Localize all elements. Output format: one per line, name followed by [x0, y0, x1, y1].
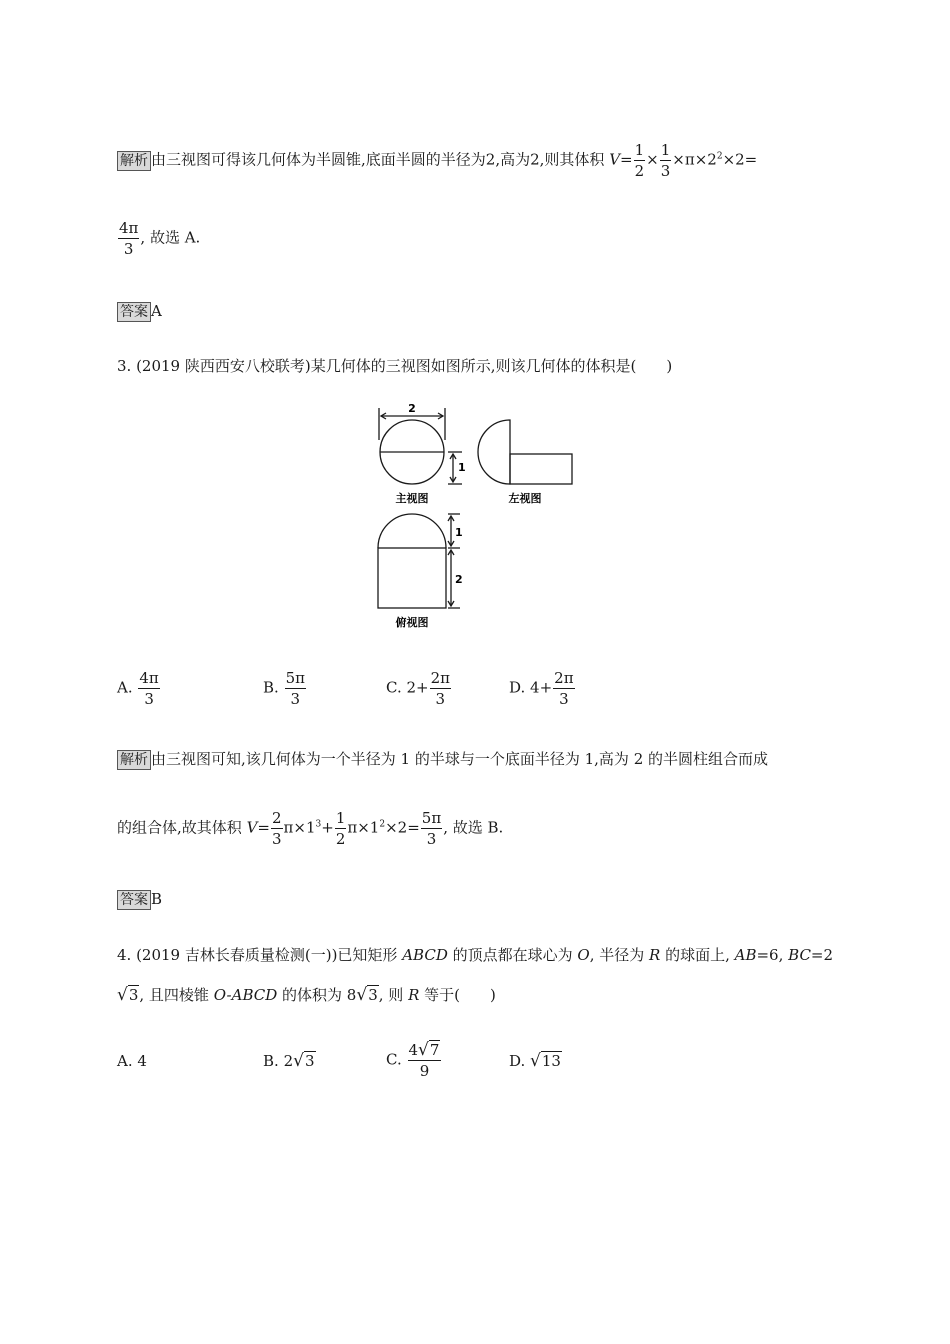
solution-line-2	[117, 218, 200, 259]
equals: =	[620, 150, 633, 169]
analysis-tag: 解析	[117, 151, 151, 171]
radical: √3	[356, 985, 378, 1005]
option-fraction	[408, 1040, 442, 1081]
q4-text: 的顶点都在球心为	[447, 946, 578, 964]
radicand: 3	[304, 1052, 315, 1070]
q4-var: O-ABCD	[213, 986, 278, 1004]
analysis-text: 由三视图可知,该几何体为一个半径为 1 的半球与一个底面半径为 1,高为 2 的半圆柱组合而成	[151, 750, 769, 768]
numerator: 4π	[119, 219, 139, 237]
numerator: 5π	[285, 669, 305, 687]
three-view-figure	[370, 400, 590, 635]
q4-var: BC	[788, 946, 811, 964]
q4-text: , 且四棱锥	[139, 986, 214, 1004]
exponent: 2	[379, 819, 386, 830]
denominator: 3	[123, 240, 134, 258]
top-view	[378, 514, 460, 608]
analysis-text: 由三视图可得该几何体为半圆锥,底面半圆的半径为2,高为2,则其体积	[151, 150, 605, 169]
q4-text: , 半径为	[589, 946, 650, 964]
numerator: 1	[634, 141, 645, 159]
numerator: 2π	[430, 669, 451, 687]
radicand: 3	[128, 986, 139, 1004]
option-label: D.	[509, 678, 526, 697]
q4-var: R	[408, 986, 420, 1004]
q4-text: 4. (2019 吉林长春质量检测(一))已知矩形	[117, 946, 403, 964]
question-4-line-2	[117, 985, 496, 1005]
analysis-tag: 解析	[117, 750, 151, 770]
coefficient: 4	[408, 1041, 419, 1059]
denominator: 3	[290, 690, 301, 708]
radicand: 7	[429, 1041, 440, 1059]
top-label-1: 1	[455, 526, 463, 539]
numerator: 1	[660, 141, 671, 159]
option-label: B.	[263, 1052, 279, 1070]
formula-part: ×π×2	[672, 150, 717, 169]
numerator	[408, 1040, 442, 1061]
formula-part: ×2=	[722, 150, 758, 169]
fraction-result	[118, 218, 139, 259]
answer-tag: 答案	[117, 890, 151, 910]
width-label: 2	[408, 402, 416, 415]
q4-text: 的球面上,	[660, 946, 735, 964]
radical: √3	[117, 985, 139, 1005]
option-a[interactable]	[117, 668, 161, 709]
q4-text: 的体积为 8	[277, 986, 357, 1004]
fraction-half	[335, 808, 347, 849]
option-prefix: 2	[283, 1052, 294, 1070]
radical: √13	[530, 1051, 561, 1071]
option-b[interactable]	[263, 668, 307, 709]
q4-option-b[interactable]	[263, 1051, 316, 1071]
q4-option-a[interactable]	[117, 1051, 147, 1071]
fraction-third	[660, 140, 672, 181]
option-d[interactable]	[509, 668, 576, 709]
numerator: 2	[271, 809, 282, 827]
front-view-label: 主视图	[395, 492, 429, 505]
top-view-label: 俯视图	[395, 616, 429, 629]
denominator: 2	[335, 830, 346, 848]
q4-option-c[interactable]	[386, 1040, 442, 1081]
fraction-two-thirds	[271, 808, 283, 849]
height-label: 1	[458, 461, 466, 474]
equals: =	[257, 818, 270, 837]
times: ×	[646, 150, 659, 169]
q4-text: =6,	[756, 946, 789, 964]
formula-part: ×2=	[385, 818, 420, 837]
plus: +	[321, 818, 334, 837]
option-label: C.	[386, 1050, 402, 1069]
denominator: 3	[435, 690, 446, 708]
question-4-line-1	[117, 945, 833, 965]
option-label: A.	[117, 1052, 133, 1070]
answer-value: B	[151, 890, 163, 908]
denominator: 9	[419, 1062, 430, 1080]
denominator: 3	[559, 690, 569, 708]
numerator: 4π	[139, 669, 159, 687]
q4-var: R	[649, 946, 661, 964]
denominator: 3	[271, 830, 282, 848]
radicand: 13	[541, 1052, 561, 1070]
option-fraction	[430, 668, 451, 709]
formula-part: π×1	[347, 818, 380, 837]
q4-var: ABCD	[402, 946, 448, 964]
left-view	[478, 420, 572, 484]
front-view	[379, 408, 462, 484]
answer-tag: 答案	[117, 302, 151, 322]
top-label-2: 2	[455, 573, 463, 586]
option-prefix: 4+	[530, 678, 553, 697]
fraction-result	[421, 808, 442, 849]
q4-text: 等于( )	[419, 986, 496, 1004]
exponent: 2	[716, 151, 723, 162]
option-label: B.	[263, 678, 279, 697]
denominator: 3	[660, 162, 671, 180]
left-view-label: 左视图	[508, 492, 542, 505]
denominator: 3	[144, 690, 154, 708]
analysis-text: 的组合体,故其体积	[117, 818, 242, 837]
radical: √7	[418, 1040, 440, 1060]
conclusion-text: , 故选 A.	[140, 228, 201, 247]
option-c[interactable]	[386, 668, 452, 709]
option-fraction	[285, 668, 306, 709]
numerator: 1	[335, 809, 346, 827]
exponent: 3	[315, 819, 322, 830]
conclusion-text: , 故选 B.	[443, 818, 504, 837]
option-label: C.	[386, 678, 402, 697]
q4-var: AB	[734, 946, 757, 964]
solution-3-line-2	[117, 808, 503, 849]
option-label: A.	[117, 678, 133, 697]
answer-value: A	[151, 302, 162, 320]
q4-var: O	[577, 946, 590, 964]
q4-text: =2	[810, 946, 834, 964]
volume-symbol: V	[246, 818, 258, 837]
radical: √3	[293, 1051, 315, 1071]
option-value: 4	[137, 1052, 147, 1070]
question-3: 3. (2019 陕西西安八校联考)某几何体的三视图如图所示,则该几何体的体积是( )	[117, 357, 673, 375]
formula-part: π×1	[283, 818, 316, 837]
solution-line-1	[117, 140, 757, 181]
volume-symbol: V	[609, 150, 621, 169]
denominator: 2	[634, 162, 645, 180]
option-label: D.	[509, 1052, 526, 1070]
option-prefix: 2+	[406, 678, 429, 697]
q4-text: , 则	[378, 986, 409, 1004]
answer-line-3	[117, 889, 162, 910]
numerator: 5π	[421, 809, 442, 827]
fraction-half	[634, 140, 646, 181]
radicand: 3	[368, 986, 378, 1004]
option-fraction	[553, 668, 574, 709]
q4-option-d[interactable]	[509, 1051, 562, 1071]
solution-3-line-1	[117, 749, 768, 770]
numerator: 2π	[554, 669, 574, 687]
answer-line-1	[117, 301, 162, 322]
denominator: 3	[426, 830, 437, 848]
option-fraction	[138, 668, 159, 709]
